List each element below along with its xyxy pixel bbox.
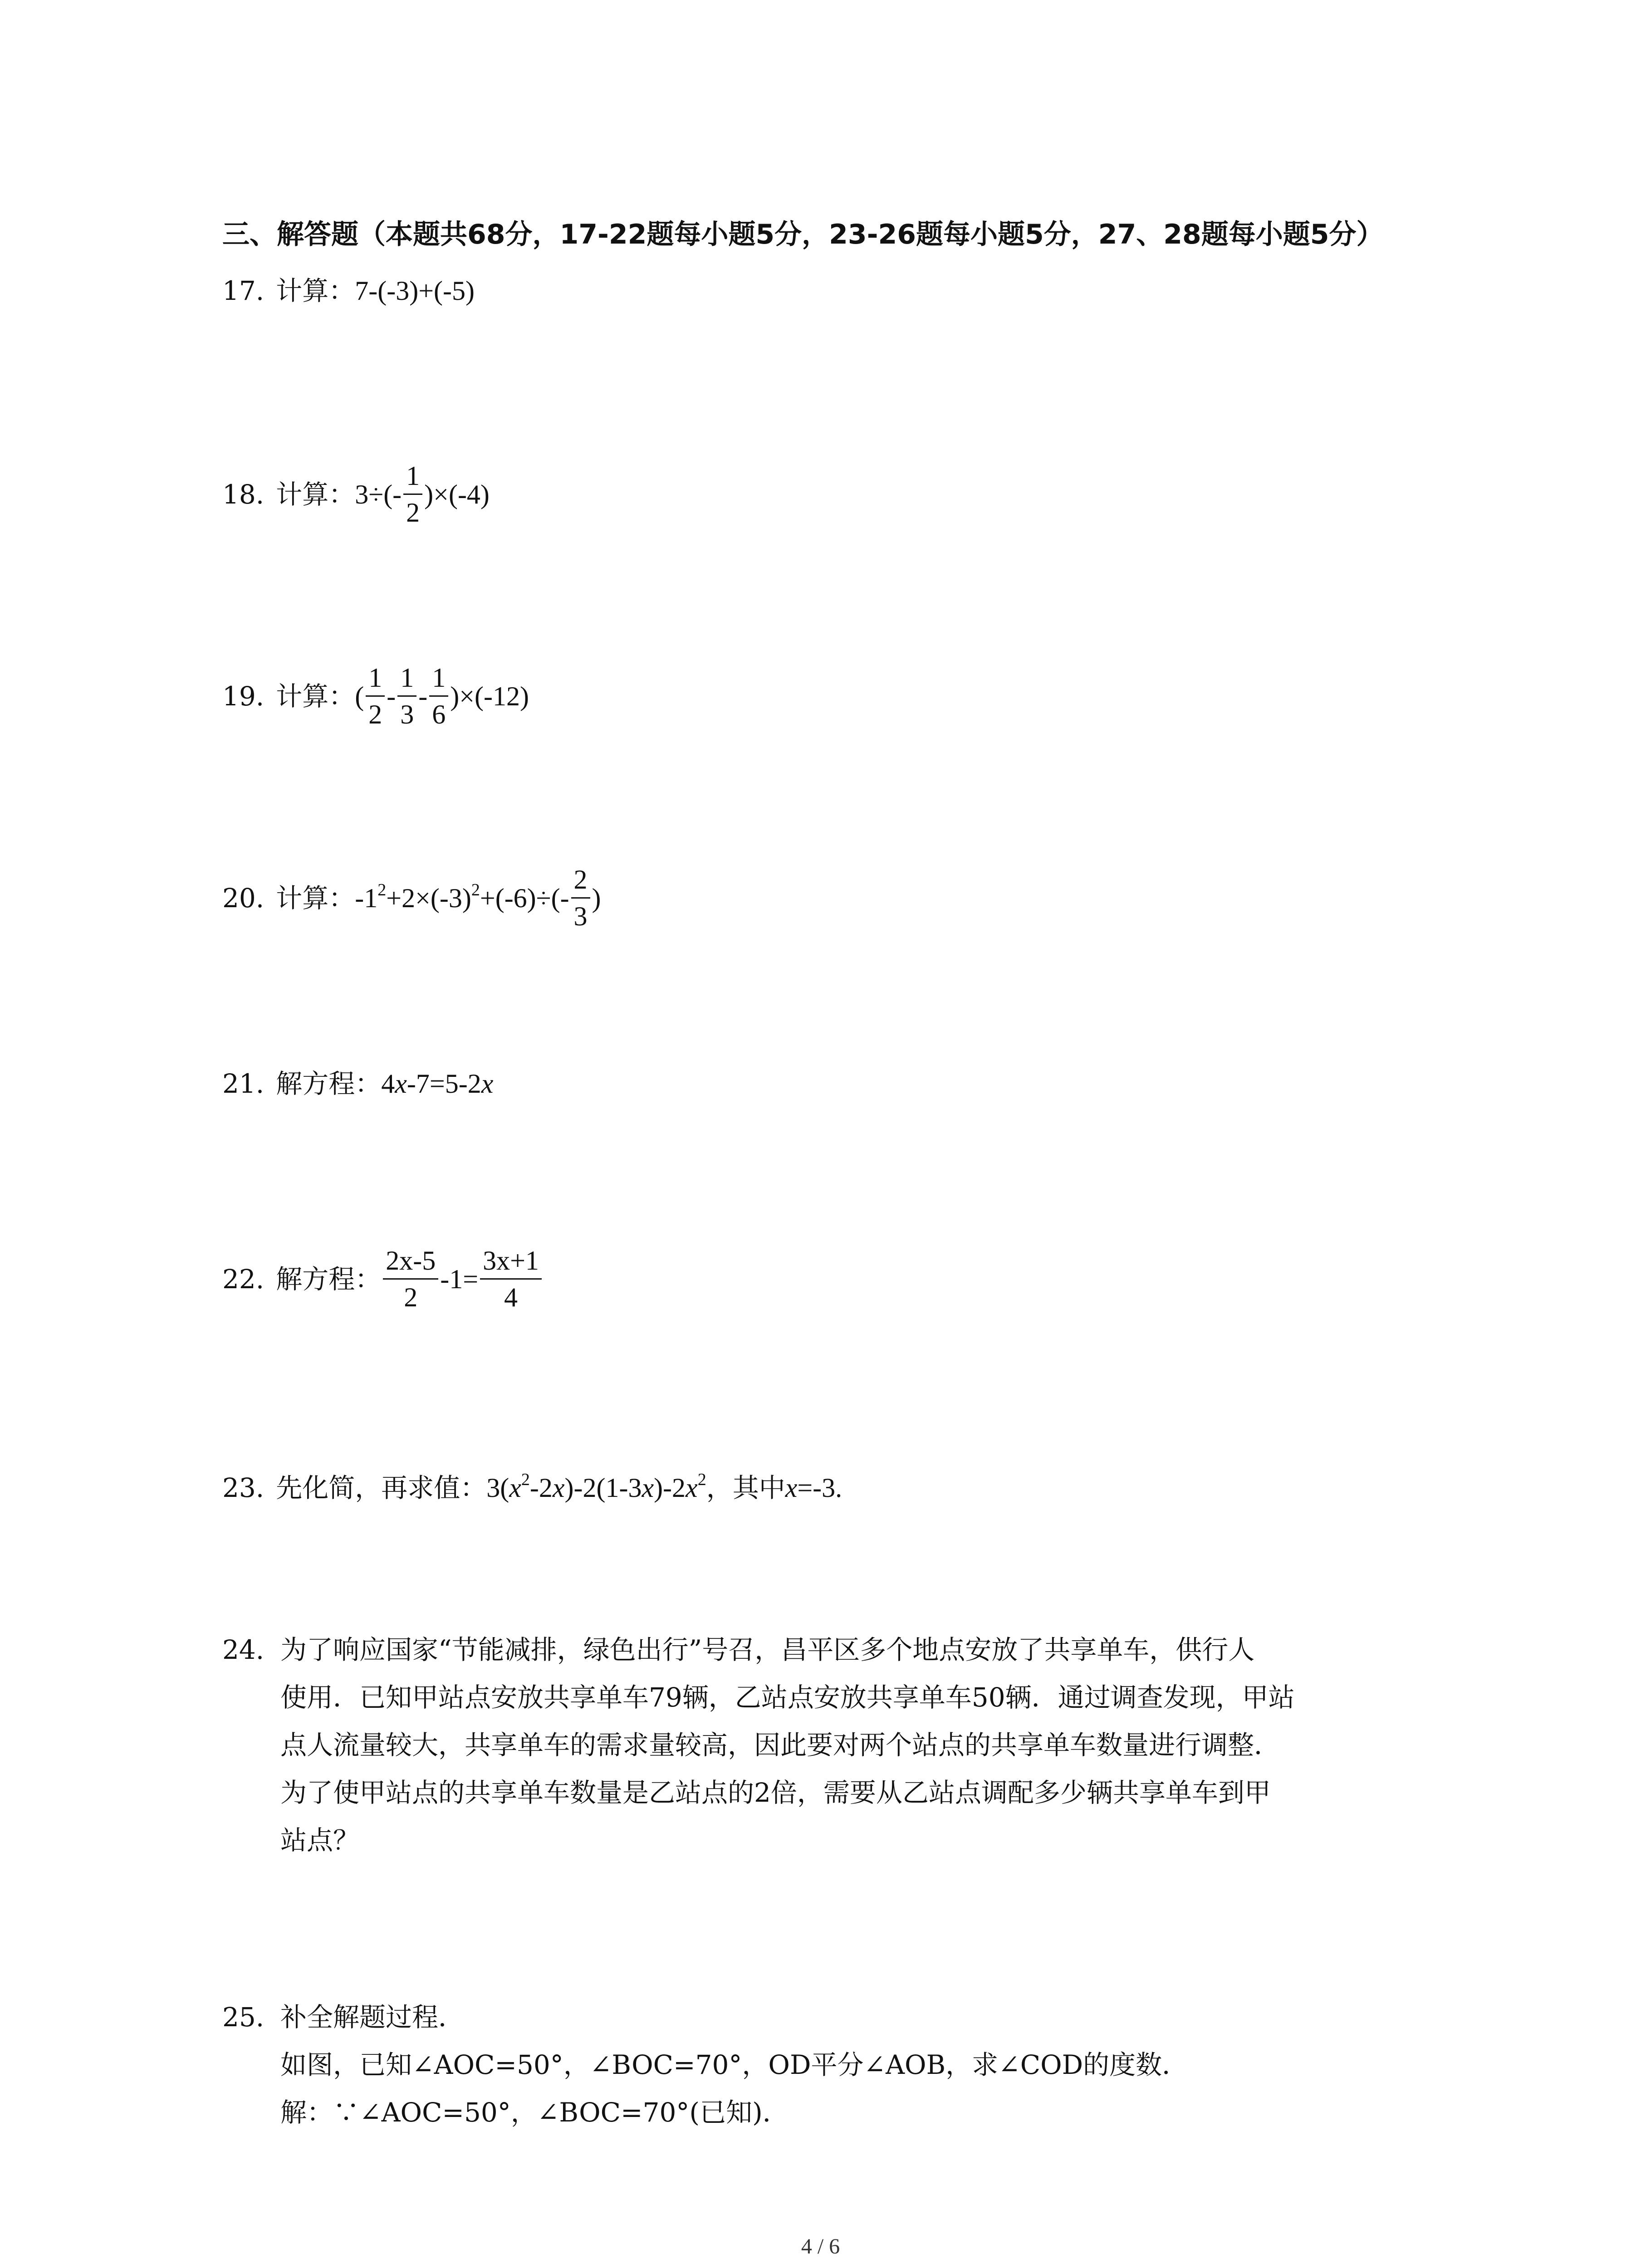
- fraction-denominator: 2: [404, 1282, 418, 1312]
- fraction: [397, 660, 416, 732]
- question-25-solution: 解：∵∠AOC=50°，∠BOC=70°(已知)．: [280, 2097, 789, 2128]
- question-number: 21.: [222, 1068, 265, 1099]
- question-25-title: 补全解题过程．: [280, 2002, 465, 2033]
- fraction-numerator: 1: [403, 458, 422, 495]
- question-21: [222, 1063, 493, 1104]
- question-number: 17.: [222, 275, 265, 306]
- math-expression-part: =-3.: [797, 1473, 843, 1503]
- fraction-numerator: 2x-5: [383, 1243, 438, 1280]
- question-17: [222, 270, 475, 311]
- math-expression: 4x-7=5-2x: [381, 1069, 494, 1099]
- question-number: 18.: [222, 479, 265, 510]
- math-expression-part: )×(-4): [424, 479, 490, 509]
- fraction: [366, 660, 385, 732]
- question-22: [222, 1243, 544, 1315]
- question-24-line: 站点？: [280, 1825, 360, 1856]
- question-24-line: 为了响应国家“节能减排，绿色出行”号召，昌平区多个地点安放了共享单车，供行人: [280, 1634, 1255, 1665]
- question-25-number: 25.: [222, 2002, 265, 2033]
- question-24-line: 点人流量较大，共享单车的需求量较高，因此要对两个站点的共享单车数量进行调整．: [280, 1730, 1281, 1760]
- fraction: [383, 1243, 438, 1315]
- fraction-denominator: 6: [432, 699, 446, 729]
- fraction: [480, 1243, 542, 1315]
- question-label: 计算：: [276, 882, 355, 914]
- question-18: [222, 458, 490, 530]
- question-24-line: 为了使甲站点的共享单车数量是乙站点的2倍，需要从乙站点调配多少辆共享单车到甲: [280, 1777, 1271, 1808]
- question-24-line: 使用．已知甲站点安放共享单车79辆，乙站点安放共享单车50辆．通过调查发现，甲站: [280, 1682, 1295, 1713]
- question-number: 22.: [222, 1263, 265, 1295]
- question-label: 计算：: [276, 680, 355, 712]
- math-expression-part: (: [355, 681, 364, 711]
- fraction-denominator: 2: [406, 498, 420, 528]
- math-expression: $3(x^2-2x)-2(1-3x)-2x^2$: [486, 1470, 706, 1503]
- question-label: 解方程：: [276, 1263, 382, 1295]
- fraction: [429, 660, 448, 732]
- question-20: [222, 862, 601, 934]
- question-text: ，其中: [706, 1472, 785, 1503]
- question-24-number: 24.: [222, 1634, 265, 1665]
- math-operator: -: [418, 681, 428, 711]
- question-number: 20.: [222, 882, 265, 914]
- math-operator: -: [387, 681, 396, 711]
- math-expression-part: ): [592, 883, 601, 913]
- question-25-given: 如图，已知∠AOC=50°，∠BOC=70°，OD平分∠AOB，求∠COD的度数．: [280, 2049, 1189, 2080]
- page-number: 4 / 6: [801, 2234, 840, 2258]
- question-label: 解方程：: [276, 1068, 382, 1099]
- question-label: 计算：: [276, 479, 355, 510]
- fraction-numerator: 1: [366, 660, 385, 697]
- fraction-denominator: 4: [504, 1282, 518, 1312]
- section-title: 三、解答题（本题共68分，17-22题每小题5分，23-26题每小题5分，27、28题每小题5分）: [222, 219, 1384, 250]
- math-expression-part: -1=: [440, 1264, 479, 1294]
- question-label: 先化简，再求值：: [276, 1472, 487, 1503]
- fraction-numerator: 3x+1: [480, 1243, 542, 1280]
- fraction-numerator: 1: [397, 660, 416, 697]
- question-19: [222, 660, 529, 732]
- math-expression-part: $-1^2+2\times(-3)^2+(-6)\div(-$: [355, 880, 569, 913]
- fraction-numerator: 1: [429, 660, 448, 697]
- question-number: 19.: [222, 680, 265, 712]
- fraction: [571, 862, 590, 934]
- math-expression: 7-(-3)+(-5): [355, 276, 475, 306]
- fraction-denominator: 2: [368, 699, 382, 729]
- fraction-numerator: 2: [571, 862, 590, 899]
- fraction: [403, 458, 422, 530]
- question-number: 23.: [222, 1472, 265, 1503]
- question-23: [222, 1467, 842, 1508]
- fraction-denominator: 3: [573, 901, 588, 931]
- math-variable: x: [785, 1473, 798, 1503]
- fraction-denominator: 3: [400, 699, 414, 729]
- math-expression-part: 3÷(-: [355, 479, 402, 509]
- math-expression-part: )×(-12): [450, 681, 529, 711]
- question-label: 计算：: [276, 275, 355, 306]
